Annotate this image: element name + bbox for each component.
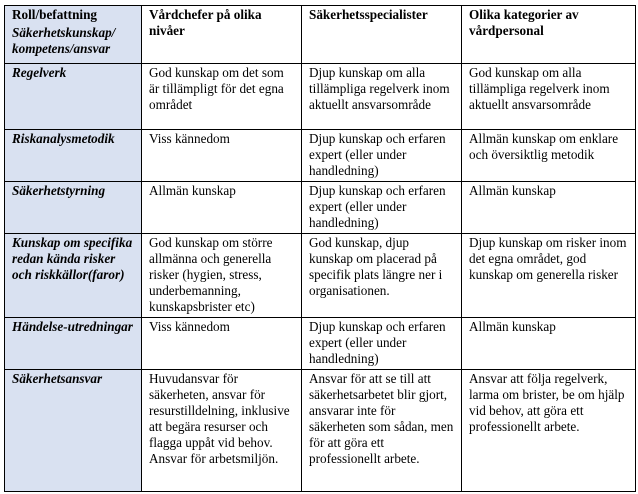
table-cell: God kunskap, djup kunskap om placerad på specifik plats längre ner i organisationen.	[302, 234, 462, 318]
table-cell: Djup kunskap om risker inom det egna området, god kunskap om generella risker	[462, 234, 636, 318]
table-cell: Djup kunskap och erfaren expert (eller under handledning)	[302, 182, 462, 234]
table-row	[5, 370, 636, 492]
table-cell: Djup kunskap och erfaren expert (eller under handledning)	[302, 130, 462, 182]
table-cell: Ansvar att följa regelverk, larma om brister, be om hjälp vid behov, att göra ett professionellt arbete.	[462, 370, 636, 492]
table-cell: God kunskap om det som är tillämpligt för det egna området	[142, 64, 302, 130]
header-row	[5, 6, 636, 64]
corner-subtitle: Säkerhetskunskap/ kompetens/ansvar	[12, 25, 116, 56]
table-cell: Huvudansvar för säkerheten, ansvar för resurstilldelning, inklusive att begära resurser och flagga uppåt vid behov. Ansvar för arbetsmiljön.	[142, 370, 302, 492]
column-header-sakerhetsspecialister: Säkerhetsspecialister	[302, 6, 462, 64]
table-cell: Viss kännedom	[142, 318, 302, 370]
table-row	[5, 130, 636, 182]
competence-table	[4, 5, 636, 492]
table-cell: Djup kunskap om alla tillämpliga regelverk inom aktuellt ansvarsområde	[302, 64, 462, 130]
table-cell: God kunskap om större allmänna och generella risker (hygien, stress, underbemanning, kunskapsbrister etc)	[142, 234, 302, 318]
column-header-vardchefer: Vårdchefer på olika nivåer	[142, 6, 302, 64]
table-row	[5, 64, 636, 130]
row-label-kanda-risker: Kunskap om specifika redan kända risker och riskkällor(faror)	[5, 234, 142, 318]
table-cell: Ansvar för att se till att säkerhetsarbetet blir gjort, ansvarar inte för säkerheten som sådan, men för att göra ett professionellt arbete.	[302, 370, 462, 492]
table-cell: Allmän kunskap	[462, 182, 636, 234]
row-label-riskanalysmetodik: Riskanalysmetodik	[5, 130, 142, 182]
row-label-sakerhetsansvar: Säkerhetsansvar	[5, 370, 142, 492]
corner-title: Roll/befattning	[12, 7, 97, 22]
row-label-sakerhetstyrning: Säkerhetstyrning	[5, 182, 142, 234]
table-cell: Djup kunskap och erfaren expert (eller under handledning)	[302, 318, 462, 370]
table-cell: Allmän kunskap	[142, 182, 302, 234]
corner-cell	[5, 6, 142, 64]
row-label-regelverk: Regelverk	[5, 64, 142, 130]
table-cell: God kunskap om alla tillämpliga regelverk inom aktuellt ansvarsområde	[462, 64, 636, 130]
table-row	[5, 234, 636, 318]
table-row	[5, 318, 636, 370]
column-header-vardpersonal: Olika kategorier av vårdpersonal	[462, 6, 636, 64]
row-label-handelseutredningar: Händelse-utredningar	[5, 318, 142, 370]
table-row	[5, 182, 636, 234]
table-cell: Allmän kunskap	[462, 318, 636, 370]
table-cell: Allmän kunskap om enklare och översiktlig metodik	[462, 130, 636, 182]
table-cell: Viss kännedom	[142, 130, 302, 182]
